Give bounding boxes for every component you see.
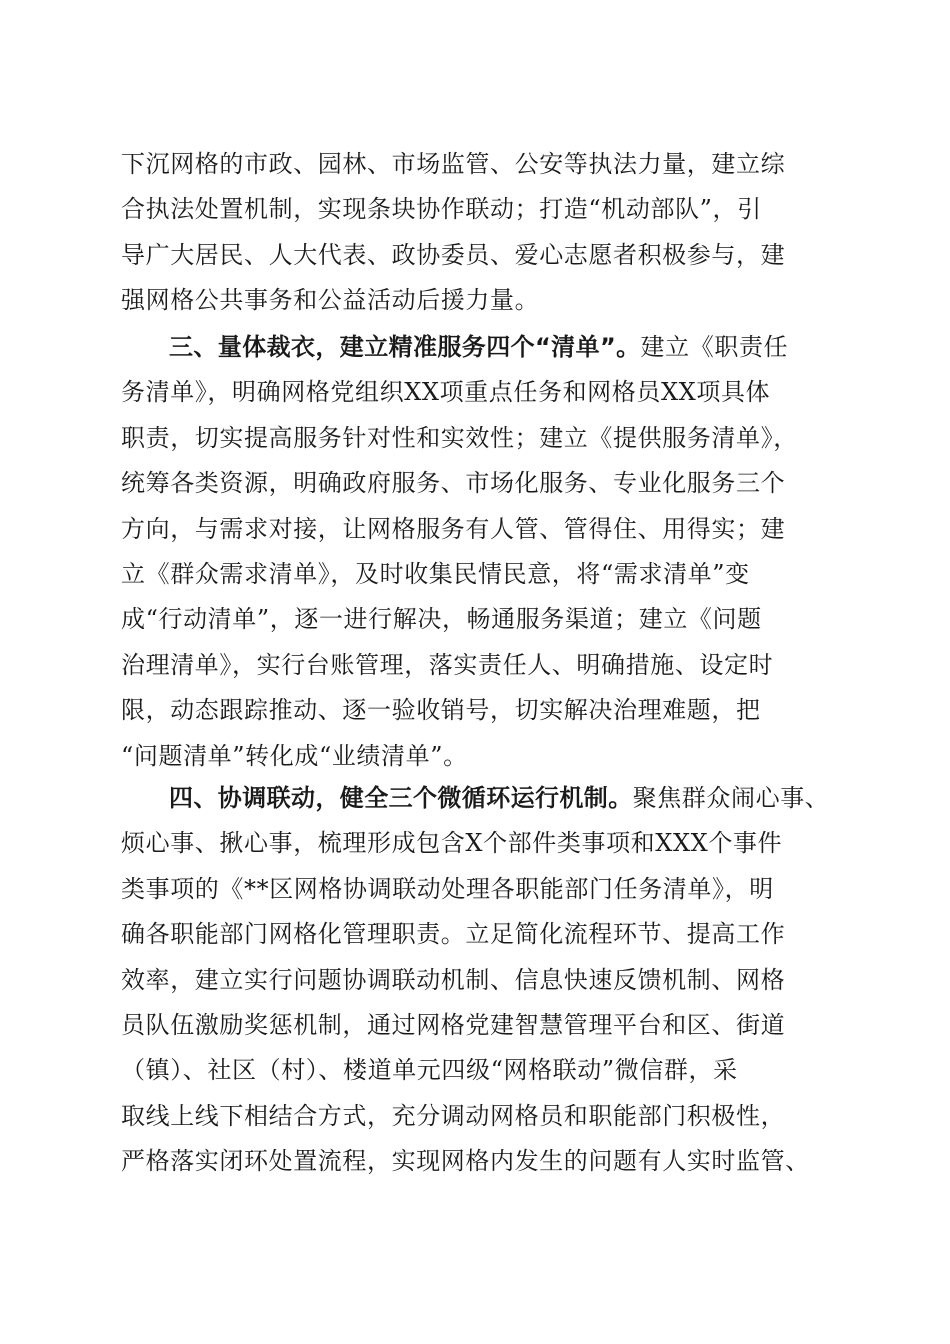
- text-line: 员队伍激励奖惩机制，通过网格党建智慧管理平台和区、街道: [121, 1010, 786, 1039]
- text-line: 治理清单》，实行台账管理，落实责任人、明确措施、设定时: [121, 650, 774, 679]
- text-line: 合执法处置机制，实现条块协作联动；打造“机动部队”，引: [121, 195, 762, 224]
- text-line: 强网格公共事务和公益活动后援力量。: [121, 286, 540, 315]
- text-line: 下沉网格的市政、园林、市场监管、公安等执法力量，建立综: [121, 150, 786, 178]
- text-line: 类事项的《**区网格协调联动处理各职能部门任务清单》，明: [121, 874, 774, 903]
- section-heading-three: 三、量体裁衣，建立精准服务四个“清单”。: [169, 333, 641, 361]
- paragraph-four-lists: [121, 325, 833, 779]
- text-run: 聚焦群众闹心事、: [632, 784, 830, 812]
- paragraph-enforcement: [121, 142, 833, 324]
- text-run: 建立《职责任: [640, 333, 789, 361]
- text-line: [121, 325, 833, 370]
- text-line: 统筹各类资源，明确政府服务、市场化服务、专业化服务三个: [121, 469, 786, 498]
- text-line: 效率，建立实行问题协调联动机制、信息快速反馈机制、网格: [121, 965, 786, 994]
- text-line: “问题清单”转化成“业绩清单”。: [121, 741, 468, 770]
- text-line: 职责，切实提高服务针对性和实效性；建立《提供服务清单》，: [121, 423, 798, 452]
- section-heading-four: 四、协调联动，健全三个微循环运行机制。: [169, 784, 633, 812]
- text-line: 方向，与需求对接，让网格服务有人管、管得住、用得实；建: [121, 514, 786, 543]
- text-line: 务清单》，明确网格党组织XX项重点任务和网格员XX项具体: [121, 378, 771, 407]
- text-line: 成“行动清单”，逐一进行解决，畅通服务渠道；建立《问题: [121, 605, 762, 634]
- text-line: 确各职能部门网格化管理职责。立足简化流程环节、提高工作: [121, 920, 786, 949]
- text-line: 限，动态跟踪推动、逐一验收销号，切实解决治理难题，把: [121, 696, 761, 725]
- text-line: 立《群众需求清单》，及时收集民情民意，将“需求清单”变: [121, 559, 750, 588]
- text-line: （镇）、社区（村）、楼道单元四级“网格联动”微信群，采: [121, 1056, 738, 1085]
- paragraph-micro-cycle: [121, 776, 833, 1185]
- text-line: 严格落实闭环处置流程，实现网格内发生的问题有人实时监管、: [121, 1147, 810, 1176]
- text-line: 烦心事、揪心事，梳理形成包含X个部件类事项和XXX个事件: [121, 829, 783, 858]
- text-line: [121, 776, 833, 821]
- text-line: 取线上线下相结合方式，充分调动网格员和职能部门积极性，: [121, 1101, 786, 1130]
- text-line: 导广大居民、人大代表、政协委员、爱心志愿者积极参与，建: [121, 240, 786, 269]
